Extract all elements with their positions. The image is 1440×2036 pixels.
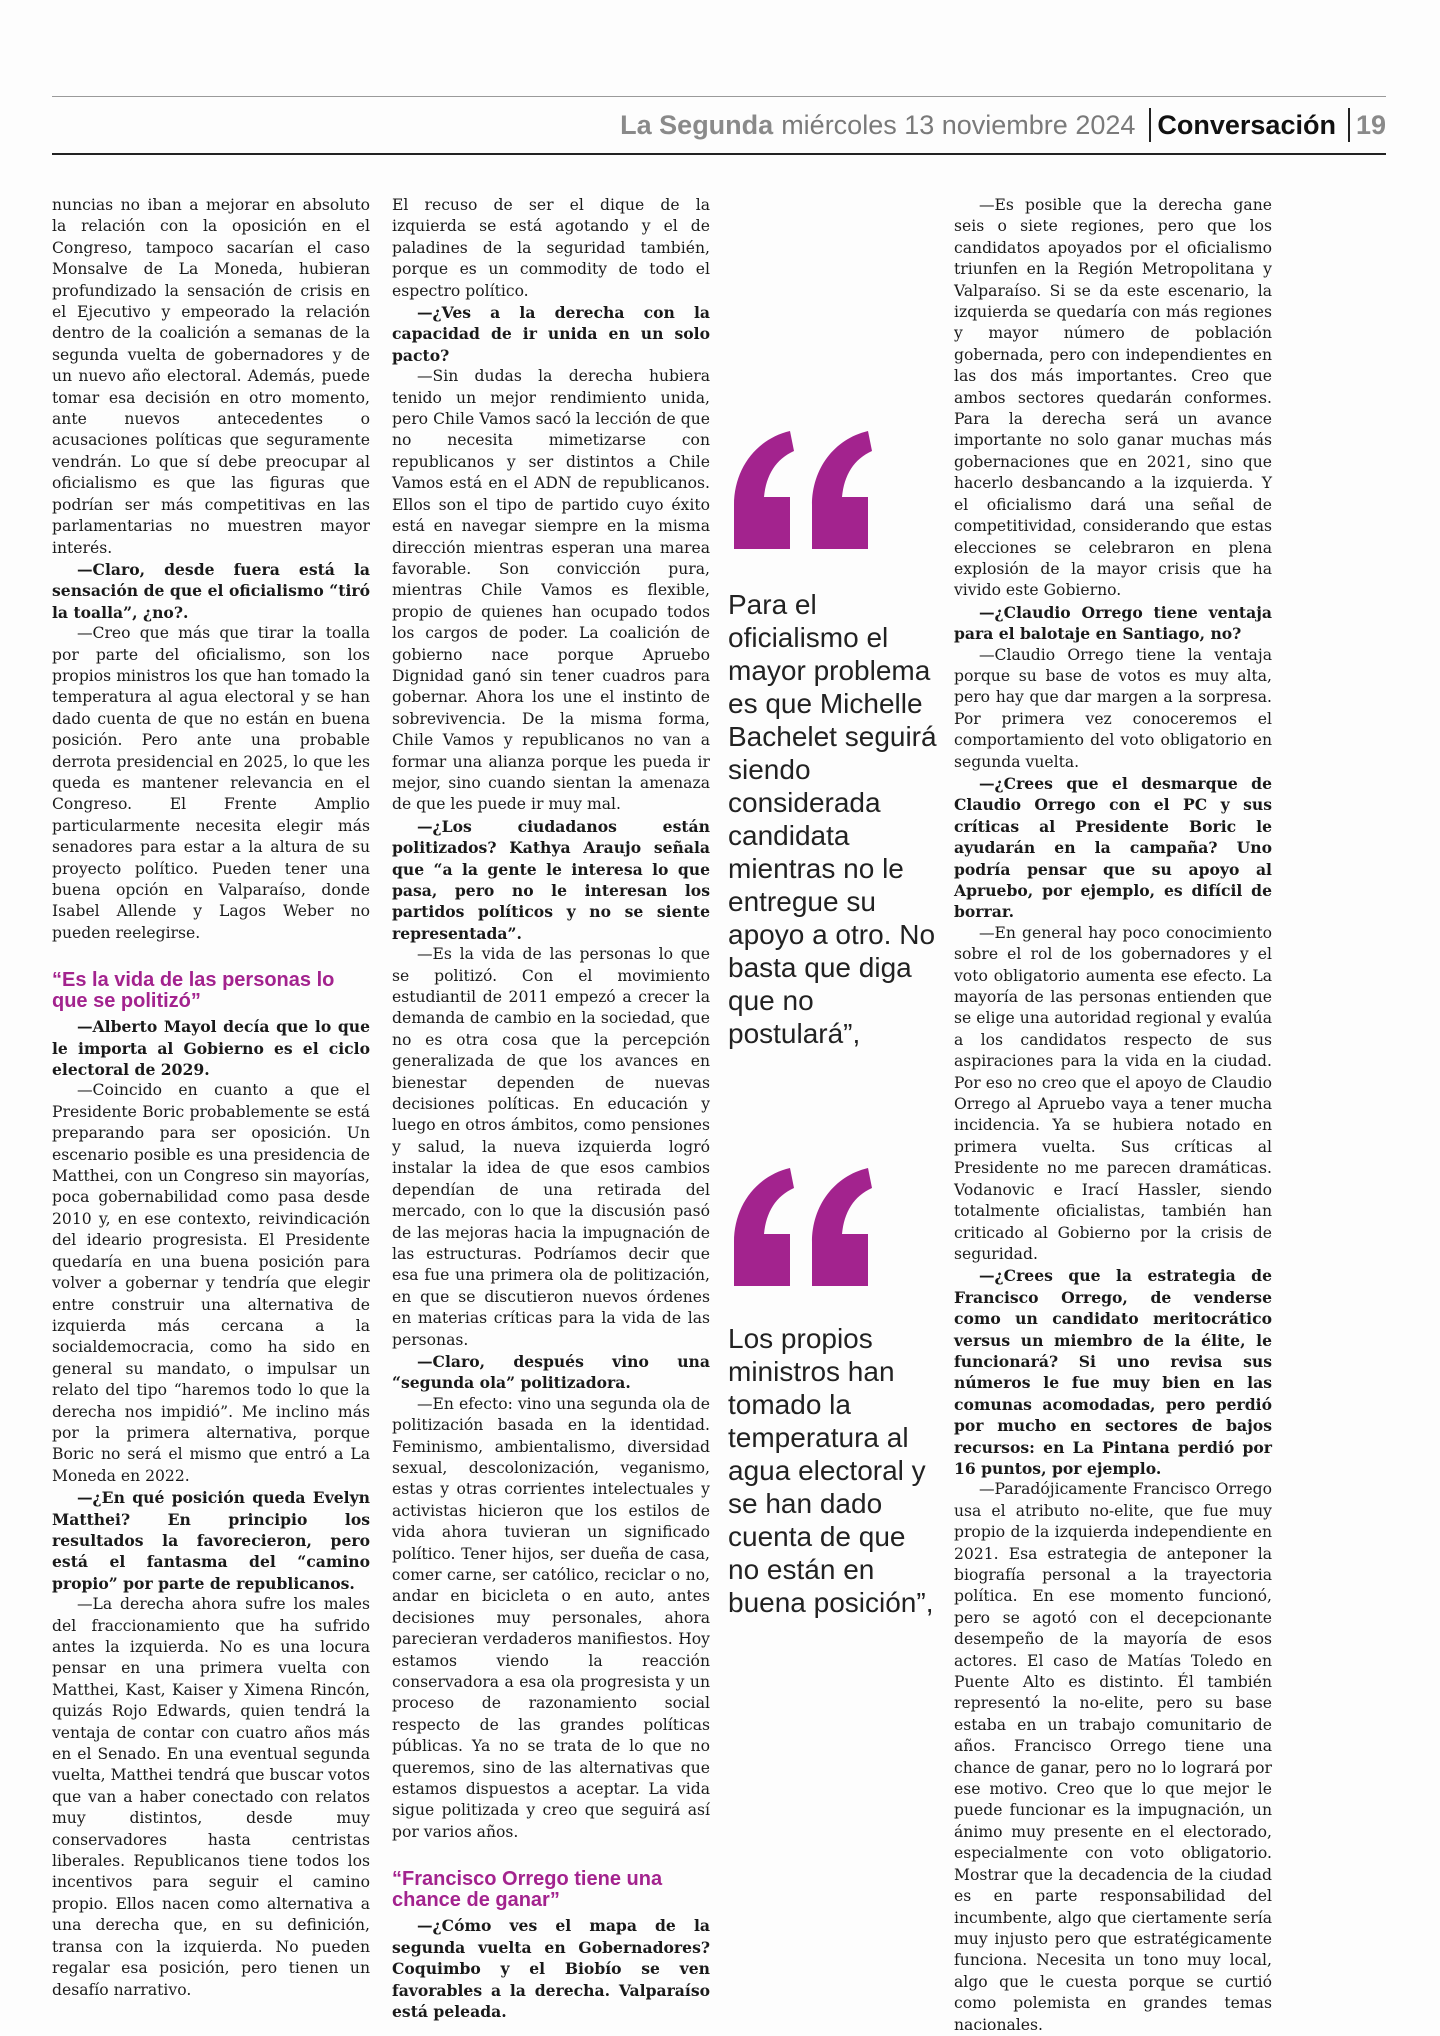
page-header bbox=[52, 96, 1386, 155]
article-column-1 bbox=[52, 195, 370, 2001]
interview-question: —¿Los ciudadanos están politizados? Kathya Araujo señala que “a la gente le interesa lo que pasa, pero no le interesan los partidos políticos y no se siente representada”. bbox=[392, 816, 710, 943]
interview-question: —¿En qué posición queda Evelyn Matthei? En principio los resultados la favorecieron, pero está el fantasma del “camino propio” por parte de republicanos. bbox=[52, 1488, 370, 1593]
quote-mark-icon bbox=[728, 425, 878, 555]
newspaper-name: La Segunda bbox=[620, 109, 774, 140]
header-divider bbox=[1348, 108, 1350, 142]
page-number: 19 bbox=[1355, 109, 1386, 140]
pull-quote-2: Los propios ministros han tomado la temperatura al agua electoral y se han dado cuenta de que no están en buena posición”, bbox=[728, 1323, 934, 1618]
interview-question: —Claro, después vino una “segunda ola” politizadora. bbox=[392, 1351, 710, 1393]
answer-paragraph: —Coincido en cuanto a que el Presidente Boric probablemente se está preparando para ser oposición. Un escenario posible es una presidencia de Matthei, con un Congreso sin mayorías, poca gobernabilidad como pasa desde 2010 y, en ese contexto, reivindicación del ideario progresista. El Presidente quedaría en una buena posición para volver a gobernar y tendría que elegir entre construir una alternativa de izquierda más cercana a la socialdemocracia, como ha sido en general su mandato, o impulsar un relato del tipo “haremos todo lo que la derecha nos impidió”. Me inclino más por la primera alternativa, porque Boric no será el mismo que entró a La Moneda en 2022. bbox=[52, 1081, 370, 1485]
section-subhead: “Francisco Orrego tiene una chance de ganar” bbox=[392, 1868, 663, 1912]
answer-paragraph: —Paradójicamente Francisco Orrego usa el atributo no-elite, que fue muy propio de la izquierda independiente en 2021. Esa estrategia de anteponer la biografía personal a la trayectoria política. En ese momento funcionó, pero se agotó con el decepcionante desempeño de la mayoría de esos actores. El caso de Matías Toledo en Puente Alto es distinto. Él también representó la no-elite, pero su base estaba en un trabajo comunitario de años. Francisco Orrego tiene una chance de ganar, pero no lo logrará por ese motivo. Creo que lo que mejor le puede funcionar es la impugnación, un ánimo muy presente en el electorado, especialmente con voto obligatorio. Mostrar que la decadencia de la ciudad es en parte responsabilidad del incumbente, algo que ciertamente sería muy injusto pero que estratégicamente funciona. Necesita un tono muy local, algo que le cuesta porque se curtió como polemista en grandes temas nacionales. bbox=[954, 1480, 1272, 2034]
interview-question: —¿Crees que la estrategia de Francisco Orrego, de venderse como un candidato meritocrático versus un miembro de la élite, le funcionará? Si uno revisa sus números le fue muy bien en las comunas acomodadas, pero perdió por mucho en sectores de bajos recursos: en La Pintana perdió por 16 puntos, por ejemplo. bbox=[954, 1266, 1272, 1478]
issue-date: miércoles 13 noviembre 2024 bbox=[781, 109, 1136, 140]
quote-mark-icon bbox=[728, 1162, 878, 1292]
interview-question: —¿Claudio Orrego tiene ventaja para el balotaje en Santiago, no? bbox=[954, 602, 1272, 644]
article-column-4 bbox=[954, 195, 1272, 2036]
answer-paragraph: —Claudio Orrego tiene la ventaja porque su base de votos es muy alta, pero hay que dar margen a la sorpresa. Por primera vez conoceremos el comportamiento del voto obligatorio en segunda vuelta. bbox=[954, 645, 1272, 771]
interview-question: —Claro, desde fuera está la sensación de que el oficialismo “tiró la toalla”, ¿no?. bbox=[52, 559, 370, 622]
answer-paragraph: —La derecha ahora sufre los males del fraccionamiento que ha sufrido antes la izquierda. No es una locura pensar en una primera vuelta con Matthei, Kast, Kaiser y Ximena Rincón, quizás Rojo Edwards, quien tendrá la ventaja de contar con cuatro años más en el Senado. En una eventual segunda vuelta, Matthei tendrá que buscar votos que van a haber conectado con relatos muy distintos, desde muy conservadores hasta centristas liberales. Republicanos tiene todos los incentivos para seguir el camino propio. Ellos nacen como alternativa a una derecha que, en su definición, transa con la izquierda. No pueden regalar esa posición, pero tienen un desafío narrativo. bbox=[52, 1595, 370, 1999]
answer-paragraph: nuncias no iban a mejorar en absoluto la relación con la oposición en el Congreso, tampoco sacarían el caso Monsalve de La Moneda, hubieran profundizado la sensación de crisis en el Ejecutivo y empeorado la relación dentro de la coalición a semanas de la segunda vuelta de gobernadores y de un nuevo año electoral. Además, puede tomar esa decisión en otro momento, ante nuevos antecedentes o acusaciones políticas que seguramente vendrán. Lo que sí debe preocupar al oficialismo es que las figuras que podrían ser más competitivas en las parlamentarias no muestren mayor interés. bbox=[52, 196, 370, 557]
interview-question: —¿Cómo ves el mapa de la segunda vuelta en Gobernadores? Coquimbo y el Biobío se ven favorables a la derecha. Valparaíso está peleada. bbox=[392, 1916, 710, 2021]
answer-paragraph: —En efecto: vino una segunda ola de politización basada en la identidad. Feminismo, ambientalismo, diversidad sexual, descolonización, veganismo, estas y otras corrientes intelectuales y activistas hicieron que los estilos de vida ahora tuvieran un significado político. Tener hijos, ser dueña de casa, comer carne, ser católico, reciclar o no, andar en bicicleta o en auto, antes decisiones muy personales, ahora parecieran verdaderos manifiestos. Hoy estamos viendo la reacción conservadora a esa ola progresista y un proceso de razonamiento social respecto de las grandes políticas públicas. Ya no se trata de lo que no queremos, sino de las alternativas que estamos dispuestos a aceptar. La vida sigue politizada y creo que seguirá así por varios años. bbox=[392, 1394, 710, 1841]
interview-question: —¿Crees que el desmarque de Claudio Orrego con el PC y sus críticas al Presidente Boric le ayudarán en la campaña? Uno podría pensar que su apoyo al Apruebo, por ejemplo, es difícil de borrar. bbox=[954, 773, 1272, 922]
answer-paragraph: —Sin dudas la derecha hubiera tenido un mejor rendimiento unida, pero Chile Vamos sacó la lección de que no necesita mimetizarse con republicanos y ser distintos a Chile Vamos está en el ADN de republicanos. Ellos son el tipo de partido cuyo éxito está en navegar siempre en la misma dirección mientras esperan una marea favorable. Son convicción pura, mientras Chile Vamos es flexible, propio de quienes han ocupado todos los cargos de poder. La coalición de gobierno nace porque Apruebo Dignidad ganó sin tener cuadros para gobernar. Ahora los une el instinto de sobrevivencia. De la misma forma, Chile Vamos y republicanos no van a formar una alianza porque les pueda ir mejor, sino cuando sientan la amenaza de que les puede ir muy mal. bbox=[392, 367, 710, 814]
answer-paragraph: —Creo que más que tirar la toalla por parte del oficialismo, son los propios ministros los que han tomado la temperatura al agua electoral y se han dado cuenta de que no están en buena posición. Pero ante una probable derrota presidencial en 2025, lo que les queda es mantener relevancia en el Congreso. El Frente Amplio particularmente necesita elegir más senadores para estar a la altura de su proyecto político. Pueden tener una buena opción en Valparaíso, donde Isabel Allende y Lagos Weber no pueden reelegirse. bbox=[52, 624, 370, 942]
section-subhead: “Es la vida de las personas lo que se politizó” bbox=[52, 969, 335, 1013]
answer-paragraph: —En general hay poco conocimiento sobre el rol de los gobernadores y el voto obligatorio aumenta ese efecto. La mayoría de las personas entienden que se elige una autoridad regional y evalúa a los candidatos respecto de sus aspiraciones para la vida en la ciudad. Por eso no creo que el apoyo de Claudio Orrego al Apruebo vaya a tener mucha incidencia. Ya se hubiera notado en primera vuelta. Sus críticas al Presidente no me parecen dramáticas. Vodanovic e Irací Hassler, siendo totalmente oficialistas, también han criticado al Gobierno por la crisis de seguridad. bbox=[954, 923, 1272, 1263]
pull-quote-1: Para el oficialismo el mayor problema es que Michelle Bachelet seguirá siendo considerada candidata mientras no le entregue su apoyo a otro. No basta que diga que no postulará”, bbox=[728, 589, 937, 1049]
interview-question: —Alberto Mayol decía que lo que le importa al Gobierno es el ciclo electoral de 2029. bbox=[52, 1017, 370, 1080]
answer-paragraph: —Es posible que la derecha gane seis o siete regiones, pero que los candidatos apoyados por el oficialismo triunfen en la Región Metropolitana y Valparaíso. Si se da este escenario, la izquierda se quedaría con más regiones y mayor número de población gobernada, pero con independientes en las dos más importantes. Creo que ambos sectores quedarán conformes. Para la derecha será un avance importante no solo ganar muchas más gobernaciones que en 2021, sino que hacerlo desbancando a la izquierda. Y el oficialismo dará una señal de competitividad, considerando que estas elecciones se celebraron en plena explosión de la mayor crisis que ha vivido este Gobierno. bbox=[954, 196, 1272, 600]
header-divider bbox=[1149, 108, 1151, 142]
interview-question: —¿Ves a la derecha con la capacidad de ir unida en un solo pacto? bbox=[392, 303, 710, 365]
article-column-2 bbox=[392, 195, 710, 2022]
answer-paragraph: El recuso de ser el dique de la izquierda se está agotando y el de paladines de la seguridad también, porque es un commodity de todo el espectro político. bbox=[392, 196, 710, 300]
section-name: Conversación bbox=[1157, 109, 1336, 140]
answer-paragraph: —Es la vida de las personas lo que se politizó. Con el movimiento estudiantil de 2011 empezó a crecer la demanda de cambio en la sociedad, que no es otra cosa que la percepción generalizada de que los avances en bienestar dependen de nuevas decisiones políticas. En educación y luego en otros ámbitos, como pensiones y salud, la nueva izquierda logró instalar la idea de que esos cambios dependían de una retirada del mercado, con lo que la discusión pasó de las mejoras hacia la impugnación de las estructuras. Podríamos decir que esa fue una primera ola de politización, en que se discutieron nuevos órdenes en materias críticas para la vida de las personas. bbox=[392, 945, 710, 1349]
